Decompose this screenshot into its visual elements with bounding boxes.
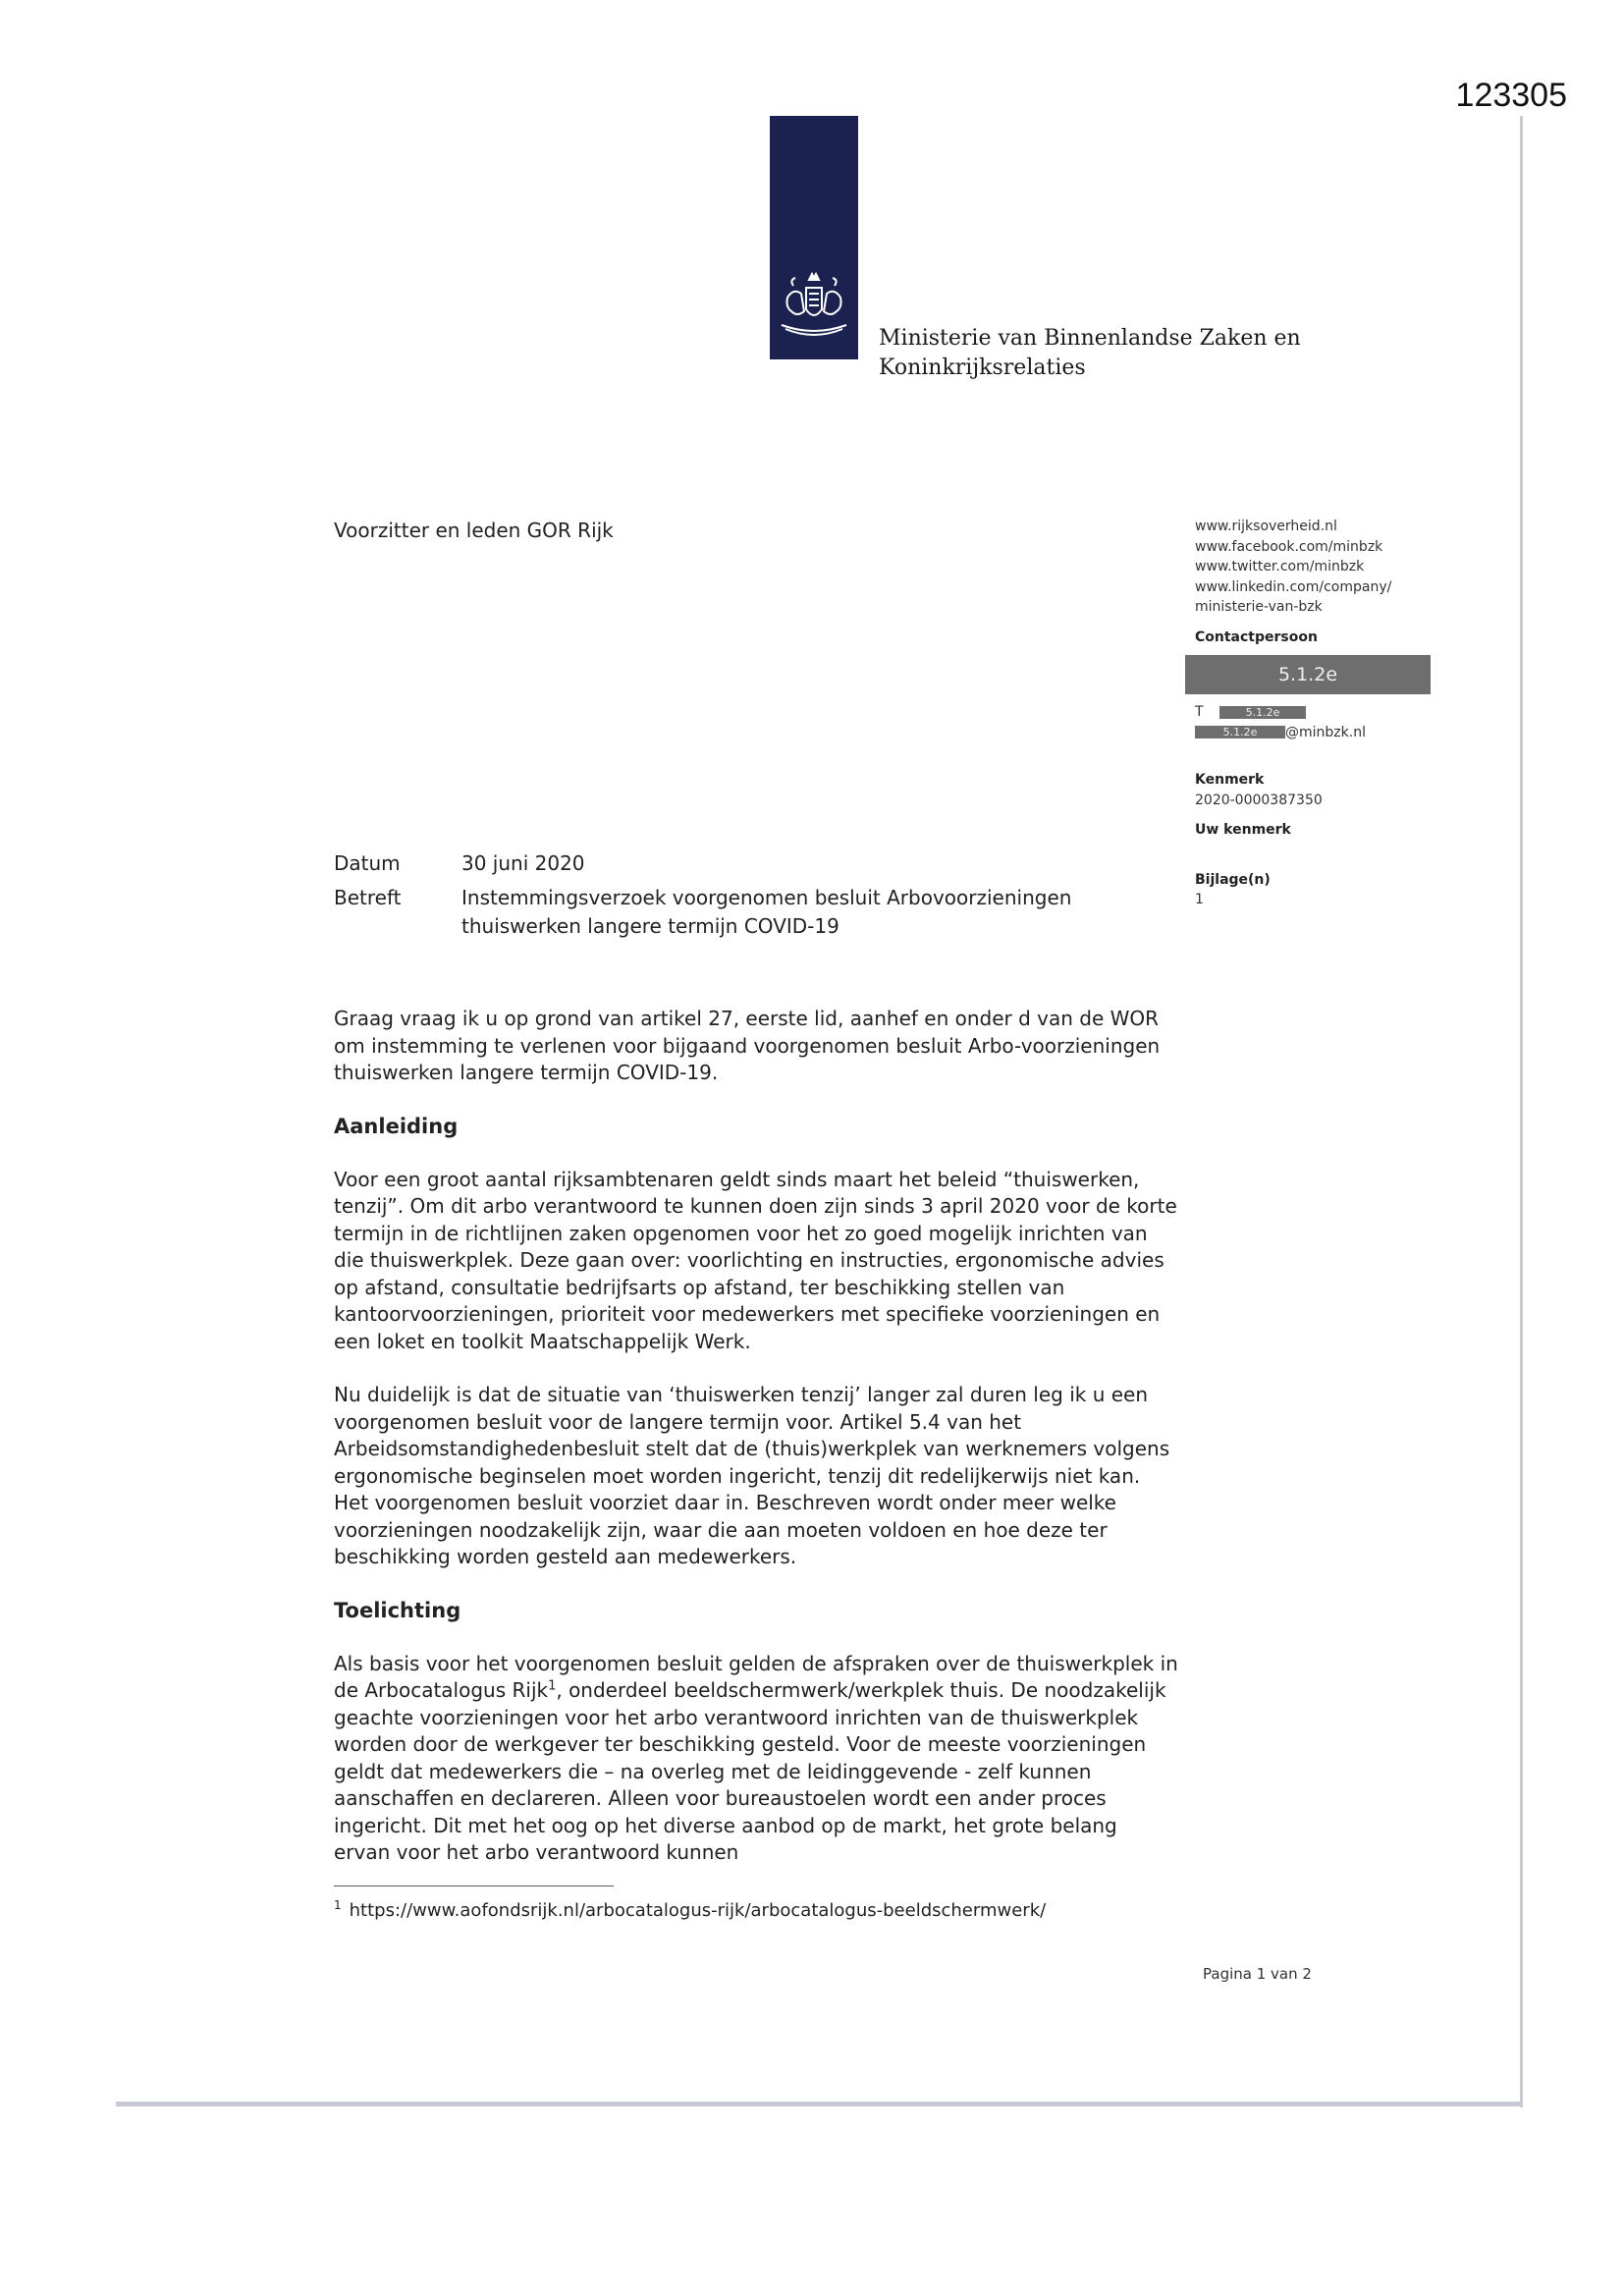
letter-body [334,1006,1178,1893]
ministry-logo-bar [770,116,858,359]
letter-meta [334,849,1129,947]
betreft-value [461,884,1129,941]
contact-redacted: 5.1.2e [1185,655,1431,694]
ministry-name-line2: Koninkrijksrelaties [879,355,1086,380]
scan-edge-right [1520,116,1523,2107]
footnote-link[interactable]: https://www.aofondsrijk.nl/arbocatalogus-rijk/arbocatalogus-beeldschermwerk/ [349,1900,1047,1921]
contact-label: Contactpersoon [1195,629,1318,645]
scan-edge-bottom [116,2102,1522,2106]
email-redacted: 5.1.2e [1195,726,1285,738]
betreft-value-line2: thuiswerken langere termijn COVID-19 [461,914,839,938]
email-suffix[interactable]: @minbzk.nl [1285,724,1366,740]
recipient: Voorzitter en leden GOR Rijk [334,519,614,542]
ministry-name-line1: Ministerie van Binnenlandse Zaken en [879,326,1301,351]
link-linkedin-cont[interactable]: ministerie-van-bzk [1195,599,1323,615]
datum-value: 30 juni 2020 [461,851,585,875]
heading-aanleiding: Aanleiding [334,1114,459,1138]
email-line [1195,723,1431,743]
footnote [334,1898,1046,1921]
intro-paragraph: Graag vraag ik u op grond van artikel 27, eerste lid, aanhef en onder d van de WOR om instemming te verlenen voor bijgaand voorgenomen besluit Arbo-voorzieningen thuiswerken langere termijn COVID-19. [334,1007,1161,1084]
heading-toelichting: Toelichting [334,1598,461,1622]
betreft-value-line1: Instemmingsverzoek voorgenomen besluit Arbovoorzieningen [461,886,1072,909]
toelichting-paragraph [334,1651,1178,1867]
bijlage-label: Bijlage(n) [1195,871,1271,888]
kenmerk-label: Kenmerk [1195,772,1265,788]
toelichting-text-b: , onderdeel beeldschermwerk/werkplek thuis. De noodzakelijk geachte voorzieningen voor het arbo verantwoord inrichten van de thuiswerkplek worden door de werkgever ter beschikking gesteld. Voor de meeste voorzieningen geldt dat medewerkers die – na overleg met de leidinggevende - zelf kunnen aanschaffen en declareren. Alleen voor bureaustoelen wordt een ander proces ingericht. Dit met het oog op het diverse aanbod op de markt, het grote belang ervan voor het arbo verantwoord kunnen [334,1678,1166,1864]
document-number: 123305 [1455,77,1567,114]
phone-line [1195,702,1431,723]
phone-prefix: T [1195,704,1204,720]
aanleiding-paragraph-2: Nu duidelijk is dat de situatie van ‘thuiswerken tenzij’ langer zal duren leg ik u een voorgenomen besluit voor de langere termijn voor. Artikel 5.4 van het Arbeidsomstandighedenbesluit stelt dat de (thuis)werkplek van werknemers volgens ergonomische beginselen moet worden ingericht, tenzij dit redelijkerwijs niet kan. Het voorgenomen besluit voorziet daar in. Beschreven wordt onder meer welke voorzieningen noodzakelijk zijn, waar die aan moeten voldoen en hoe deze ter beschikking worden gesteld aan medewerkers. [334,1383,1170,1568]
bijlage-value: 1 [1195,892,1204,907]
kenmerk-value: 2020-0000387350 [1195,792,1323,808]
page-number: Pagina 1 van 2 [1203,1965,1312,1983]
royal-crest-icon [774,268,854,347]
link-twitter[interactable]: www.twitter.com/minbzk [1195,559,1365,574]
link-rijksoverheid[interactable]: www.rijksoverheid.nl [1195,519,1337,534]
footnote-number: 1 [334,1898,342,1912]
aanleiding-paragraph-1: Voor een groot aantal rijksambtenaren geldt sinds maart het beleid “thuiswerken, tenzij”. Om dit arbo verantwoord te kunnen doen zijn sinds 3 april 2020 voor de korte termijn in de richtlijnen zaken opgenomen voor het zo goed mogelijk inrichten van die thuiswerkplek. Deze gaan over: voorlichting en instructies, ergonomische advies op afstand, consultatie bedrijfsarts op afstand, ter beschikking stellen van kantoorvoorzieningen, prioriteit voor medewerkers met specifieke voorzieningen en een loket en toolkit Maatschappelijk Werk. [334,1167,1177,1353]
link-facebook[interactable]: www.facebook.com/minbzk [1195,538,1383,555]
betreft-row [334,884,1129,941]
toelichting-text-a: Als basis voor het voorgenomen besluit gelden de afspraken over de thuiswerkplek in de Arbocatalogus Rijk [334,1651,1178,1702]
datum-label: Datum [334,851,401,875]
uw-kenmerk-label: Uw kenmerk [1195,822,1291,838]
footnote-ref[interactable]: 1 [548,1678,557,1694]
sidebar-info [1195,517,1431,910]
betreft-label: Betreft [334,886,402,909]
ministry-name [879,324,1301,383]
phone-redacted: 5.1.2e [1219,706,1306,719]
link-linkedin[interactable]: www.linkedin.com/company/ [1195,578,1392,595]
datum-row [334,849,1129,878]
